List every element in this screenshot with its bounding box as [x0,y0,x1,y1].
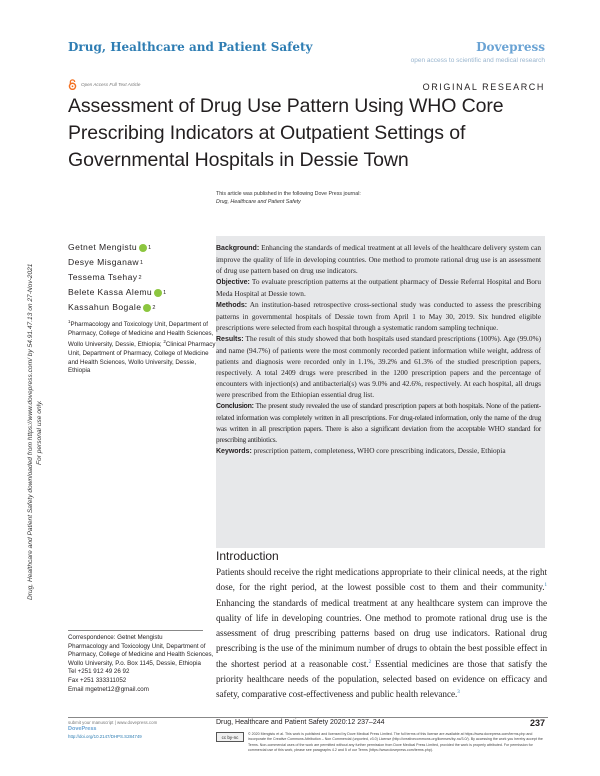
doi-link[interactable]: http://doi.org/10.2147/DHPS.S284749 [68,734,142,739]
orcid-icon[interactable] [154,289,162,297]
author-name: Tessema Tsehay [68,272,138,282]
citation-link[interactable]: 2 [368,659,372,665]
correspondence-tel: Tel +251 912 49 26 92 [68,668,130,676]
publication-note-journal[interactable]: Drug, Healthcare and Patient Safety [216,199,301,205]
correspondence-name: Correspondence: Getnet Mengistu [68,634,163,641]
affiliations [68,318,216,376]
publisher-tagline: open access to scientific and medical research [410,57,545,64]
abstract-keywords [216,445,541,457]
publication-note [216,190,516,206]
introduction-body [216,565,547,703]
open-access-badge [68,79,141,90]
intro-text: Enhancing the standards of medical treatment at any healthcare system can improve the quality of life in developing countries. One method to promote rational drug use is the assessment of drug prescribing patterns based on drug use indicators. Rational drug prescribing is the use of the minimum number of drugs to obtain the best possible effect in the shortest period at a reasonable cost. [216,597,547,669]
license-text: © 2020 Mengistu et al. This work is published and licensed by Dove Medical Press Limited. The full terms of this license are available at https://www.dovepress.com/terms.php and incorporate the Creative Commons Attribution – Non Commercial (unported, v3.0) License (http://creativecommons.org/licenses/by-nc/3.0/). By accessing the work you hereby accept the Terms. Non-commercial uses of the work are permitted without any further permission from Dove Medical Press Limited, provided the work is properly attributed. For permission for commercial use of this work, please see paragraphs 4.2 and 5 of our Terms (https://www.dovepress.com/terms.php). [248,732,543,753]
affiliation-2: Clinical Pharmacy Unit, Department of Pharmacy, College of Medicine and Health Sciences, Wollo University, Dessie, Ethiopia [68,341,216,375]
author-list [68,240,208,315]
abstract-label: Objective: [216,279,250,286]
section-heading-introduction: Introduction [216,549,279,563]
abstract-text: An institution-based retrospective cross-sectional study was conducted to assess the prescribing patterns in governmental hospitals of Dessie town from April 1 to May 30, 2019. Six hundred eligible prescriptions were selected from each hospital through a systematic random sampling technique. [216,300,541,332]
abstract-text: The present study revealed the use of standard prescription papers at both hospitals. None of the patient-related information was completely written in all prescriptions. For drug-related information, only the name of the drug was written in all prescription papers. There is also a significant deviation from the acceptable WHO standard for prescribing antibiotics. [216,401,541,444]
download-note: Drug, Healthcare and Patient Safety downloaded from https://www.dovepress.com/ by 54.91.47.13 on 27-Nov-2021 [27,263,34,600]
abstract-text: The result of this study showed that both hospitals used standard prescriptions (100%). Age (99.0%) and name (94.7%) of patients were the most commonly recorded patient information while weight, address of patients and diagnosis were recorded only in 1.1%, 39.2% and 61.3% of the studied prescription papers, respectively. A total 2409 drugs were prescribed in the 1200 prescription papers and the percentage of encounters with injection(s) and antibacterial(s) was 9.0% and 42.6%, respectively. At each hospital, all drugs were prescribed from the Ethiopian essential drug list. [216,334,541,399]
open-access-icon [68,79,77,90]
abstract-label: Keywords: [216,448,252,455]
article-type: ORIGINAL RESEARCH [422,82,545,92]
footer-brand: DovePress [68,726,97,732]
footer-citation: Drug, Healthcare and Patient Safety 2020:12 237–244 [216,719,385,726]
intro-text: Patients should receive the right medications appropriate to their clinical needs, at the right dose, for the right period, at the lowest possible cost to them and their community. [216,567,547,593]
abstract-text: To evaluate prescription patterns at the outpatient pharmacy of Dessie Referral Hospital and Boru Meda Hospital at Dessie town. [216,277,541,298]
footer-divider [68,717,548,718]
divider [68,630,203,631]
cc-license-icon[interactable]: cc by-nc [216,732,244,742]
personal-use-note: For personal use only. [36,400,43,465]
correspondence-address: Pharmacology and Toxicology Unit, Department of Pharmacy, College of Medicine and Health Sciences, Wollo University, P.o. Box 1145, Dessie, Ethiopia [68,642,214,667]
author-name: Kassahun Bogale [68,302,142,312]
abstract-background [216,242,541,276]
abstract-box [216,236,545,548]
publisher-logo[interactable] [411,40,545,64]
footer-links [68,719,208,740]
page-number: 237 [529,718,545,728]
open-access-label: Open Access Full Text Article [81,82,141,87]
affiliation-mark: 2 [163,339,166,345]
abstract-objective [216,276,541,299]
author-item: Kassahun Bogale 2 [68,300,208,315]
correspondence-email[interactable]: Email mgetnet12@gmail.com [68,685,149,693]
abstract-label: Background: [216,245,260,252]
citation-link[interactable]: 1 [544,583,547,589]
abstract-methods [216,299,541,333]
abstract-label: Results: [216,336,244,343]
orcid-icon[interactable] [139,244,147,252]
intro-text: Essential medicines are those that satisfy the priority healthcare needs of the population, selected based on evidence on efficacy and safety, comparative cost-effectiveness and public health relevance. [216,658,547,700]
submit-link[interactable]: submit your manuscript | www.dovepress.com [68,720,158,725]
author-item: Getnet Mengistu 1 [68,240,208,255]
abstract-conclusion [216,400,541,445]
article-title: Assessment of Drug Use Pattern Using WHO Core Prescribing Indicators at Outpatient Settings of Governmental Hospitals in Dessie Town [68,95,504,171]
abstract-text: Enhancing the standards of medical treatment at all levels of the healthcare delivery system can improve the quality of life in developing countries. One method to promote rational drug use is an assessment of drug use pattern based on drug use indicators. [216,243,541,275]
affiliation-1: Pharmacology and Toxicology Unit, Department of Pharmacy, College of Medicine and Health Sciences, Wollo University, Dessie, Ethiopia; [68,321,214,349]
abstract-text: prescription pattern, completeness, WHO core prescribing indicators, Dessie, Ethiopia [253,446,506,455]
correspondence-fax: Fax +251 333311052 [68,676,127,684]
author-name: Desye Misganaw [68,257,140,267]
publication-note-text: This article was published in the following Dove Press journal: [216,191,361,197]
author-name: Belete Kassa Alemu [68,287,153,297]
journal-name[interactable]: Drug, Healthcare and Patient Safety [68,40,313,54]
author-item: Belete Kassa Alemu 1 [68,285,208,300]
abstract-label: Conclusion: [216,403,254,410]
affiliation-mark: 1 [68,319,71,324]
license-block [216,732,546,754]
abstract-results [216,333,541,400]
abstract-label: Methods: [216,302,248,309]
download-watermark [26,0,44,600]
correspondence-block [68,634,216,694]
publisher-name: Dovepress [476,40,545,54]
orcid-icon[interactable] [143,304,151,312]
citation-link[interactable]: 3 [457,690,460,696]
author-item: Tessema Tsehay 2 [68,270,208,285]
author-item: Desye Misganaw 1 [68,255,208,270]
author-name: Getnet Mengistu [68,242,138,252]
